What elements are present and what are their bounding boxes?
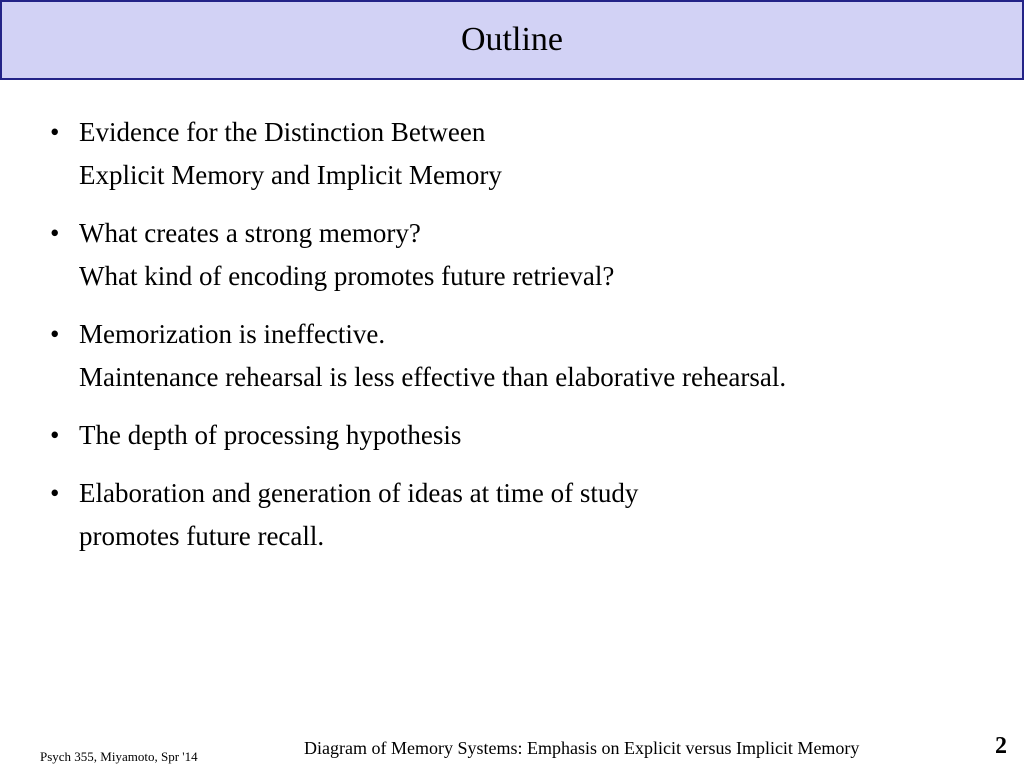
bullet-5-line-2: promotes future recall.	[79, 521, 325, 551]
bullet-marker: •	[50, 478, 60, 508]
footer-lecture-title: Diagram of Memory Systems: Emphasis on Explicit versus Implicit Memory	[304, 738, 860, 758]
bullet-2-line-2: What kind of encoding promotes future retrieval?	[79, 261, 615, 291]
bullet-3-line-1: Memorization is ineffective.	[79, 319, 386, 349]
outline-bullet-5	[50, 472, 1000, 558]
bullet-marker: •	[50, 319, 60, 349]
bullet-marker: •	[50, 117, 60, 147]
bullet-4-line-1: The depth of processing hypothesis	[79, 420, 462, 450]
bullet-1-line-1: Evidence for the Distinction Between	[79, 117, 486, 147]
footer-course-info: Psych 355, Miyamoto, Spr '14	[40, 749, 198, 764]
bullet-1-line-2: Explicit Memory and Implicit Memory	[79, 160, 502, 190]
bullet-2-line-1: What creates a strong memory?	[79, 218, 421, 248]
outline-bullet-3	[50, 313, 1000, 399]
outline-bullet-list	[50, 111, 1000, 573]
bullet-marker: •	[50, 420, 60, 450]
slide-title-bar	[0, 0, 1024, 80]
bullet-3-line-2: Maintenance rehearsal is less effective than elaborative rehearsal.	[79, 362, 787, 392]
bullet-marker: •	[50, 218, 60, 248]
outline-bullet-4	[50, 414, 1000, 457]
outline-bullet-2	[50, 212, 1000, 298]
bullet-5-line-1: Elaboration and generation of ideas at time of study	[79, 478, 639, 508]
outline-bullet-1	[50, 111, 1000, 197]
slide-title: Outline	[461, 20, 563, 58]
slide-page-number: 2	[995, 733, 1007, 759]
